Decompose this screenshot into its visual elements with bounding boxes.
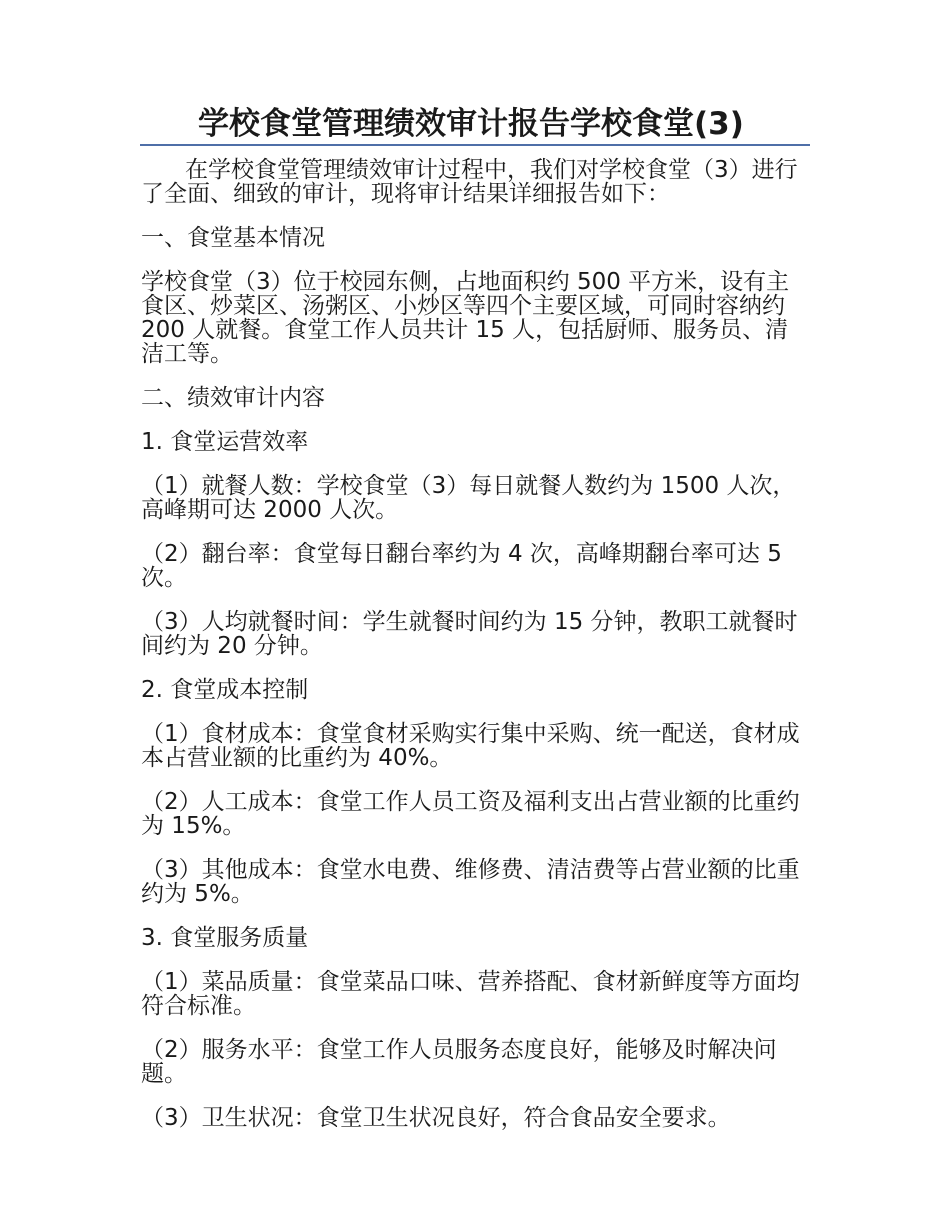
section-heading-audit-content: 二、绩效审计内容	[141, 385, 325, 411]
intro-paragraph: 在学校食堂管理绩效审计过程中，我们对学校食堂（3）进行了全面、细致的审计，现将审计结果详细报告如下：	[141, 157, 798, 207]
service-item-service-level: （2）服务水平：食堂工作人员服务态度良好，能够及时解决问题。	[141, 1037, 777, 1087]
efficiency-item-turnover: （2）翻台率：食堂每日翻台率约为 4 次，高峰期翻台率可达 5 次。	[141, 541, 782, 591]
cost-item-ingredients: （1）食材成本：食堂食材采购实行集中采购、统一配送，食材成本占营业额的比重约为 40%。	[141, 721, 800, 771]
service-item-hygiene: （3）卫生状况：食堂卫生状况良好，符合食品安全要求。	[141, 1105, 731, 1131]
document-body	[141, 158, 806, 1150]
efficiency-item-dining-time: （3）人均就餐时间：学生就餐时间约为 15 分钟，教职工就餐时间约为 20 分钟。	[141, 609, 798, 659]
section-heading-basic-info: 一、食堂基本情况	[141, 225, 325, 251]
document-title: 学校食堂管理绩效审计报告学校食堂(3)	[198, 106, 744, 142]
basic-info-paragraph: 学校食堂（3）位于校园东侧，占地面积约 500 平方米，设有主食区、炒菜区、汤粥区、小炒区等四个主要区域，可同时容纳约 200 人就餐。食堂工作人员共计 15 人，包括厨师、服务员、清洁工等。	[141, 269, 790, 367]
subsection-heading-cost: 2. 食堂成本控制	[141, 677, 309, 703]
service-item-food-quality: （1）菜品质量：食堂菜品口味、营养搭配、食材新鲜度等方面均符合标准。	[141, 969, 800, 1019]
cost-item-labor: （2）人工成本：食堂工作人员工资及福利支出占营业额的比重约为 15%。	[141, 789, 800, 839]
subsection-heading-service: 3. 食堂服务质量	[141, 925, 309, 951]
efficiency-item-diners: （1）就餐人数：学校食堂（3）每日就餐人数约为 1500 人次，高峰期可达 2000 人次。	[141, 473, 796, 523]
subsection-heading-efficiency: 1. 食堂运营效率	[141, 429, 309, 455]
cost-item-other: （3）其他成本：食堂水电费、维修费、清洁费等占营业额的比重约为 5%。	[141, 857, 800, 907]
title-block	[140, 104, 810, 146]
